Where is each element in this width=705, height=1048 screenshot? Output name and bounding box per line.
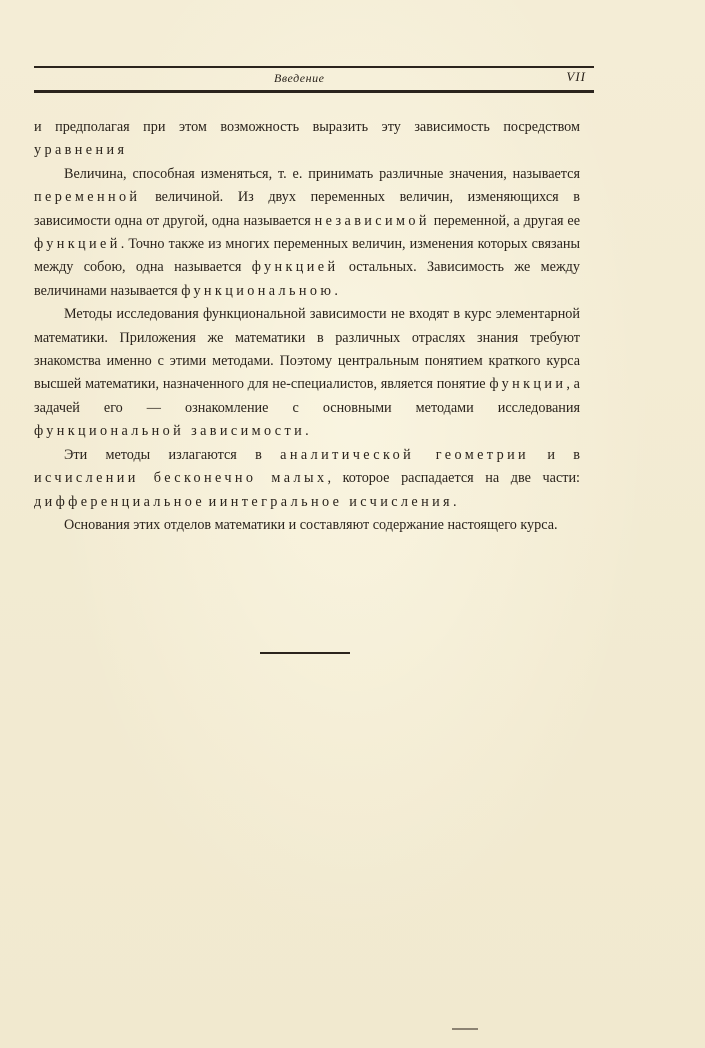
body-text: [34, 116, 580, 537]
page-number: VII: [566, 69, 586, 84]
header-row: [34, 68, 594, 90]
text-run: переменной, а другая ее: [429, 212, 580, 229]
spaced-emphasis: исчислении бесконечно малых: [34, 470, 328, 487]
spaced-emphasis: функцией: [251, 259, 339, 276]
spaced-emphasis: переменной: [34, 189, 141, 206]
text-run: Основания этих отделов математики и составляют содержание настоящего курса.: [64, 516, 558, 533]
spaced-emphasis: функцией: [34, 236, 121, 253]
paragraph: [34, 303, 580, 443]
text-run: Величина, способная изменяться, т. е. принимать различные значения, называется: [64, 165, 580, 182]
spaced-emphasis: дифференциальное: [34, 493, 206, 510]
text-run: .: [453, 493, 457, 510]
running-header: [34, 66, 594, 93]
spaced-emphasis: аналитической геометрии: [280, 446, 530, 463]
paragraph: [34, 116, 580, 163]
text-run: , а задачей его — ознакомление с основными методами исследования: [34, 376, 580, 416]
header-rule-bottom: [34, 90, 594, 93]
spaced-emphasis: интегральное исчисления: [219, 493, 453, 510]
text-run: , которое распадается на две части:: [327, 470, 580, 487]
text-run: . Точно также из многих переменных величин, изменения которых связаны между собою, одна называется: [34, 236, 580, 276]
paragraph: [34, 163, 580, 303]
spaced-emphasis: функциональной зависимости: [34, 423, 306, 440]
end-of-section-rule: [260, 652, 350, 654]
text-run: .: [305, 423, 309, 440]
paragraph: [34, 444, 580, 514]
text-run: и в: [529, 446, 580, 463]
spaced-emphasis: уравнения: [34, 142, 128, 159]
paragraph: [34, 514, 580, 537]
page-speck: [452, 1028, 478, 1030]
text-run: Методы исследования функциональной зависимости не входят в курс элементарной математики. Приложения же математики в различных отраслях знания требуют знакомства именно с этими методами. Поэтому центральным понятием краткого курса высшей математики, назначенного для не-специалистов, является понятие: [34, 306, 580, 393]
text-run: .: [334, 282, 338, 299]
header-title: Введение: [274, 71, 325, 85]
spaced-emphasis: функции: [489, 376, 567, 393]
text-run: и: [205, 493, 220, 510]
spaced-emphasis: независимой: [314, 212, 430, 229]
text-run: Эти методы излагаются в: [64, 446, 281, 463]
spaced-emphasis: функциональною: [181, 282, 335, 299]
text-run: и предполагая при этом возможность выразить эту зависимость посредством: [34, 119, 580, 135]
text-run: величиной. Из двух переменных величин, изменяющихся в зависимости одна от другой, одна называется: [34, 189, 580, 229]
text-run: остальных. Зависимость же между величинами называется: [34, 259, 580, 299]
